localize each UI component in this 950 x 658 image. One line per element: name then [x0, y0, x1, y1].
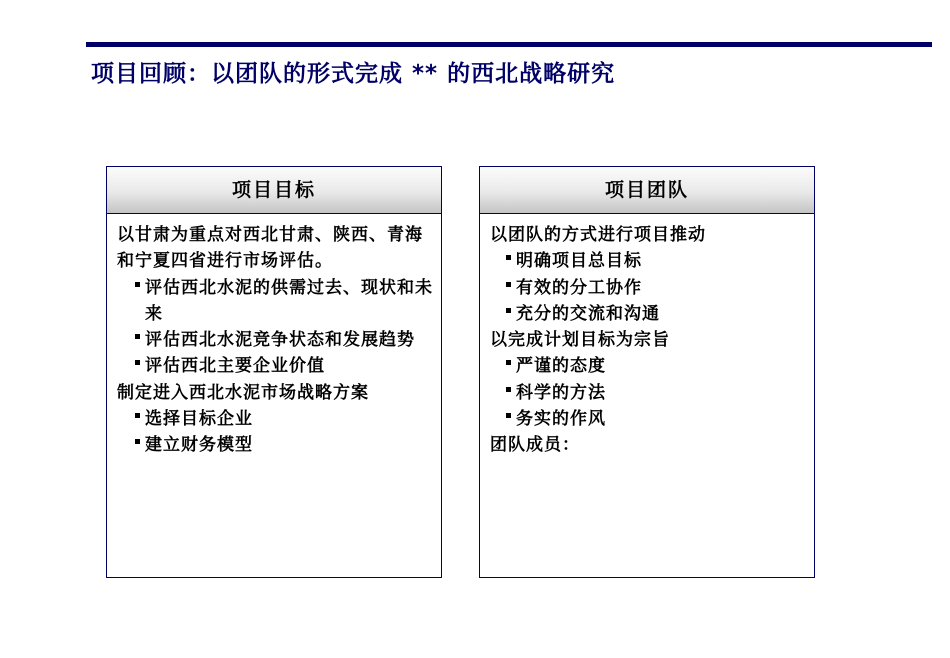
- team-subitem: [490, 380, 814, 406]
- goal-text: 制定进入西北水泥市场战略方案: [117, 382, 369, 403]
- team-subitem: [490, 275, 814, 301]
- team-text: 以完成计划目标为宗旨: [490, 330, 670, 351]
- page-title: 项目回顾：以团队的形式完成 ** 的西北战略研究: [91, 61, 616, 87]
- project-team-header: 项目团队: [480, 167, 814, 214]
- goal-subitem: [117, 327, 441, 353]
- team-text: 团队成员：: [490, 435, 580, 456]
- team-text: 以团队的方式进行项目推动: [490, 225, 706, 245]
- team-subitem: [490, 301, 814, 327]
- team-subitem: [490, 406, 814, 432]
- goal-subitem-text: 评估西北主要企业价值: [145, 356, 325, 377]
- project-goals-header: 项目目标: [107, 167, 441, 214]
- square-bullet-icon: [506, 282, 511, 287]
- goal-subitem-text: 建立财务模型: [145, 435, 253, 456]
- team-subitem-text: 科学的方法: [516, 382, 606, 403]
- team-subitem: [490, 353, 814, 379]
- team-subitem-text: 严谨的态度: [516, 356, 606, 377]
- goal-subitem: [117, 275, 441, 328]
- square-bullet-icon: [135, 282, 140, 287]
- team-subitem-text: 有效的分工协作: [516, 277, 642, 298]
- team-line: [490, 222, 814, 248]
- team-line: [490, 327, 814, 353]
- goal-subitem: [117, 432, 441, 458]
- title-rule: [86, 42, 932, 47]
- square-bullet-icon: [135, 360, 140, 365]
- project-team-body: [480, 214, 814, 459]
- project-team-panel: [479, 166, 815, 578]
- square-bullet-icon: [506, 387, 511, 392]
- goal-subitem-text: 评估西北水泥竞争状态和发展趋势: [145, 330, 415, 351]
- team-subitem-text: 务实的作风: [516, 409, 606, 430]
- square-bullet-icon: [135, 413, 140, 418]
- square-bullet-icon: [506, 360, 511, 365]
- team-subitem-text: 充分的交流和沟通: [516, 303, 660, 324]
- square-bullet-icon: [135, 334, 140, 339]
- project-goals-body: [107, 214, 441, 459]
- team-subitem-text: 明确项目总目标: [516, 251, 642, 272]
- square-bullet-icon: [506, 255, 511, 260]
- goal-line: [117, 380, 441, 406]
- square-bullet-icon: [506, 308, 511, 313]
- goal-line: [117, 222, 441, 275]
- goal-subitem-text: 评估西北水泥的供需过去、现状和未来: [145, 277, 433, 324]
- square-bullet-icon: [135, 439, 140, 444]
- goal-subitem-text: 选择目标企业: [145, 409, 253, 430]
- square-bullet-icon: [506, 413, 511, 418]
- project-goals-panel: [106, 166, 442, 578]
- goal-subitem: [117, 353, 441, 379]
- team-subitem: [490, 248, 814, 274]
- goal-text: 以甘肃为重点对西北甘肃、陕西、青海和宁夏四省进行市场评估。: [117, 225, 423, 272]
- team-line: [490, 432, 814, 458]
- goal-subitem: [117, 406, 441, 432]
